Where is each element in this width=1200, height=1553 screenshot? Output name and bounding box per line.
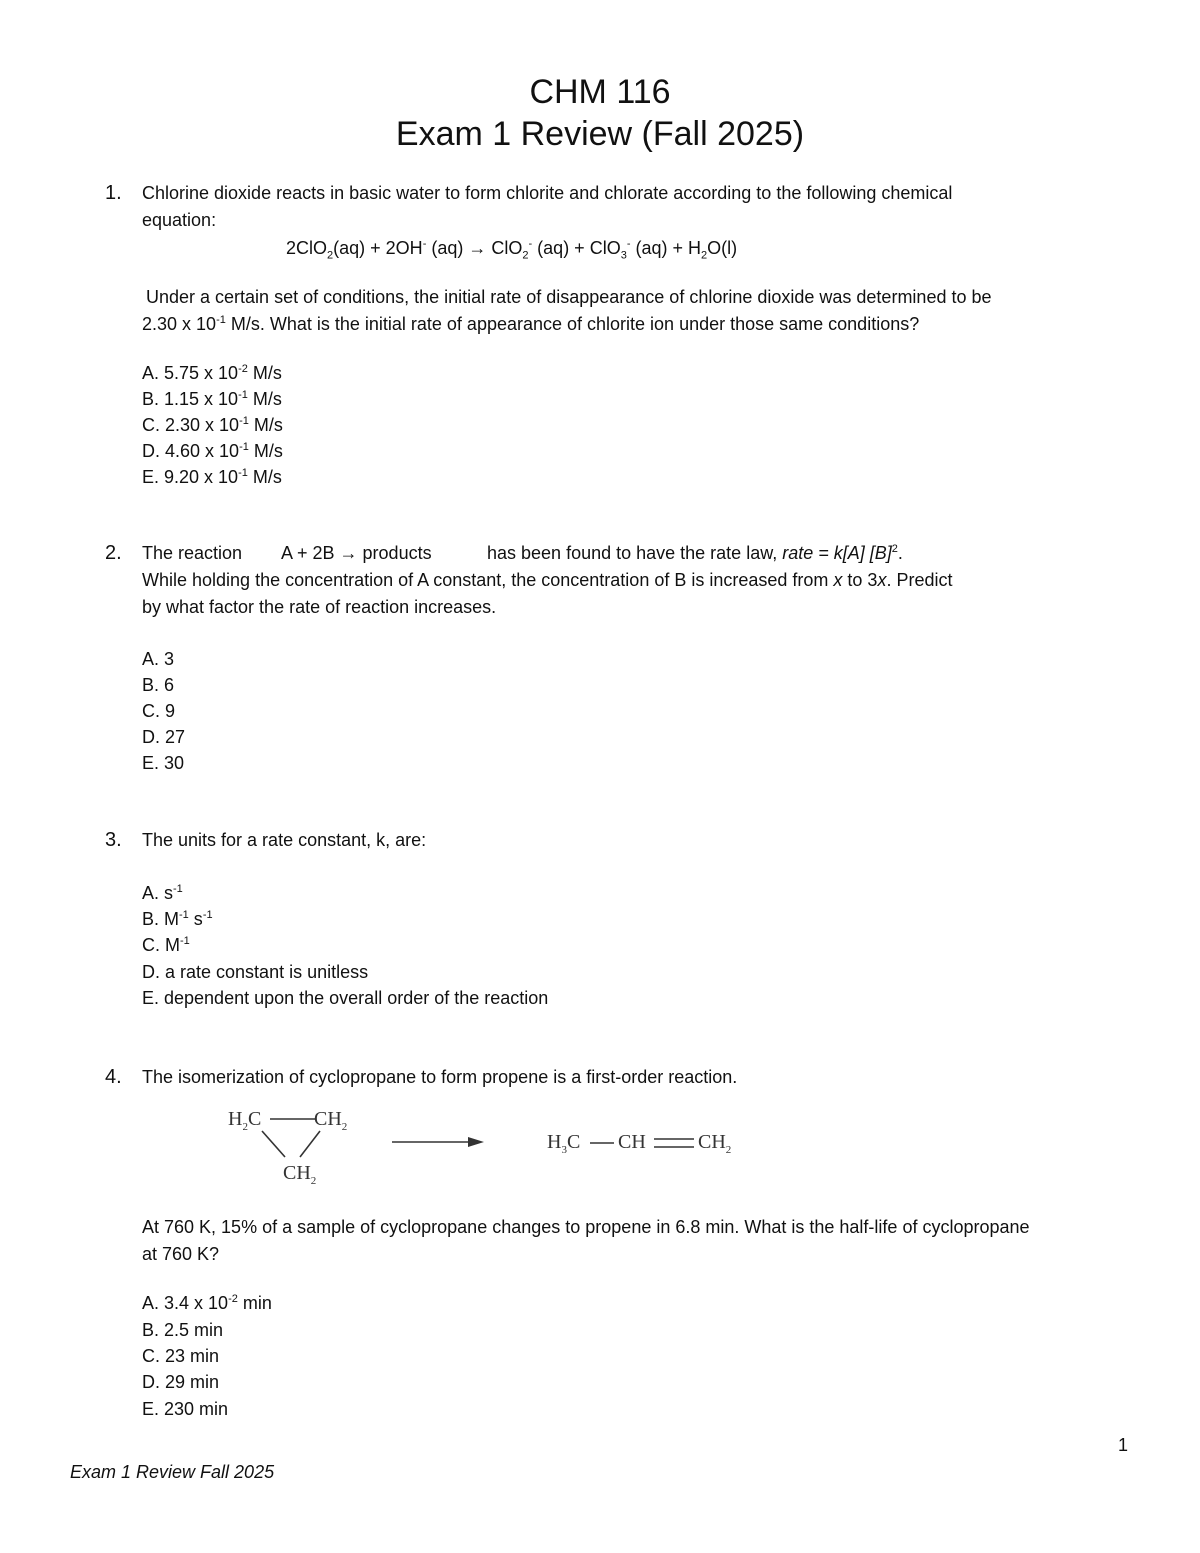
q4-option-d: D. 29 min bbox=[142, 1372, 220, 1392]
q2-option-a: A. 3 bbox=[142, 649, 175, 669]
q1-option-d: D. 4.60 x $10^{-1}$ M/s bbox=[142, 441, 283, 461]
q3-option-e: E. dependent upon the overall order of the reaction bbox=[142, 988, 549, 1008]
q2-option-d: D. 27 bbox=[142, 727, 186, 747]
q2-rate-law: has been found to have the rate law, rate = k[A] $[B]^2$. bbox=[487, 543, 903, 563]
q4-body-line1: At 760 K, 15% of a sample of cyclopropane changes to propene in 6.8 min. What is the half-life of cyclopropane bbox=[142, 1217, 1030, 1237]
q1-option-a: A. 5.75 x $10^{-2}$ M/s bbox=[142, 363, 282, 383]
page-number: 1 bbox=[1118, 1435, 1129, 1455]
page-title: Exam 1 Review (Fall 2025) bbox=[395, 115, 805, 153]
q2-line3: by what factor the rate of reaction increases. bbox=[142, 597, 497, 617]
cyclopropane-left-bond bbox=[262, 1131, 285, 1157]
q3-number: 3. bbox=[105, 829, 122, 851]
cyclopropane-right-bond bbox=[300, 1131, 320, 1157]
q3-option-b: B. $M^{-1}$ $s^{-1}$ bbox=[142, 909, 213, 929]
q2-option-c: C. 9 bbox=[142, 701, 176, 721]
q2-line2: While holding the concentration of A constant, the concentration of B is increased from x to 3x. Predict bbox=[142, 570, 953, 590]
q2-option-b: B. 6 bbox=[142, 675, 175, 695]
q3-option-d: D. a rate constant is unitless bbox=[142, 962, 369, 982]
cyclopropane-right-carbon: $CH_2$ bbox=[314, 1108, 348, 1133]
cyclopropane-left-carbon: $H_2C$ bbox=[228, 1108, 262, 1133]
q1-body-line1: Under a certain set of conditions, the initial rate of disappearance of chlorine dioxide was determined to be bbox=[146, 287, 992, 307]
q1-text-line2: equation: bbox=[142, 210, 217, 230]
q4-option-a: A. 3.4 x $10^{-2}$ min bbox=[142, 1293, 272, 1313]
q2-number: 2. bbox=[105, 542, 122, 564]
q1-option-c: C. 2.30 x $10^{-1}$ M/s bbox=[142, 415, 283, 435]
q3-option-a: A. $s^{-1}$ bbox=[142, 883, 183, 903]
q2-option-e: E. 30 bbox=[142, 753, 185, 773]
footer-text: Exam 1 Review Fall 2025 bbox=[70, 1462, 275, 1482]
q1-body-line2: 2.30 x $10^{-1}$ M/s. What is the initial rate of appearance of chlorite ion under those same conditions? bbox=[142, 314, 920, 334]
q4-option-b: B. 2.5 min bbox=[142, 1320, 224, 1340]
course-title: CHM 116 bbox=[529, 73, 671, 111]
q4-body-line2: at 760 K? bbox=[142, 1244, 220, 1264]
q4-text: The isomerization of cyclopropane to form propene is a first-order reaction. bbox=[142, 1067, 738, 1087]
reaction-arrow-head bbox=[468, 1137, 484, 1147]
q2-reaction-label: The reaction bbox=[142, 543, 243, 563]
cyclopropane-bottom-carbon: $CH_2$ bbox=[283, 1162, 317, 1187]
q4-number: 4. bbox=[105, 1066, 122, 1088]
propene-ch2: $CH_2$ bbox=[698, 1131, 732, 1156]
q1-text-line1: Chlorine dioxide reacts in basic water to form chlorite and chlorate according to the following chemical bbox=[142, 183, 953, 203]
q1-option-b: B. 1.15 x $10^{-1}$ M/s bbox=[142, 389, 282, 409]
q3-option-c: C. $M^{-1}$ bbox=[142, 935, 190, 955]
q3-text: The units for a rate constant, k, are: bbox=[142, 830, 427, 850]
q1-number: 1. bbox=[105, 182, 122, 204]
q1-equation: 2ClO$_2$(aq) + 2OH- (aq) → ClO$_2$- (aq) + ClO$_3$- $(aq) + H_2O(l)$ bbox=[286, 238, 738, 262]
q2-reaction: A + 2B → products bbox=[281, 543, 432, 563]
q1-option-e: E. 9.20 x $10^{-1}$ M/s bbox=[142, 467, 282, 487]
q4-option-c: C. 23 min bbox=[142, 1346, 220, 1366]
propene-methyl: $H_3C$ bbox=[547, 1131, 581, 1156]
q4-option-e: E. 230 min bbox=[142, 1399, 229, 1419]
propene-ch: CH bbox=[618, 1131, 646, 1153]
